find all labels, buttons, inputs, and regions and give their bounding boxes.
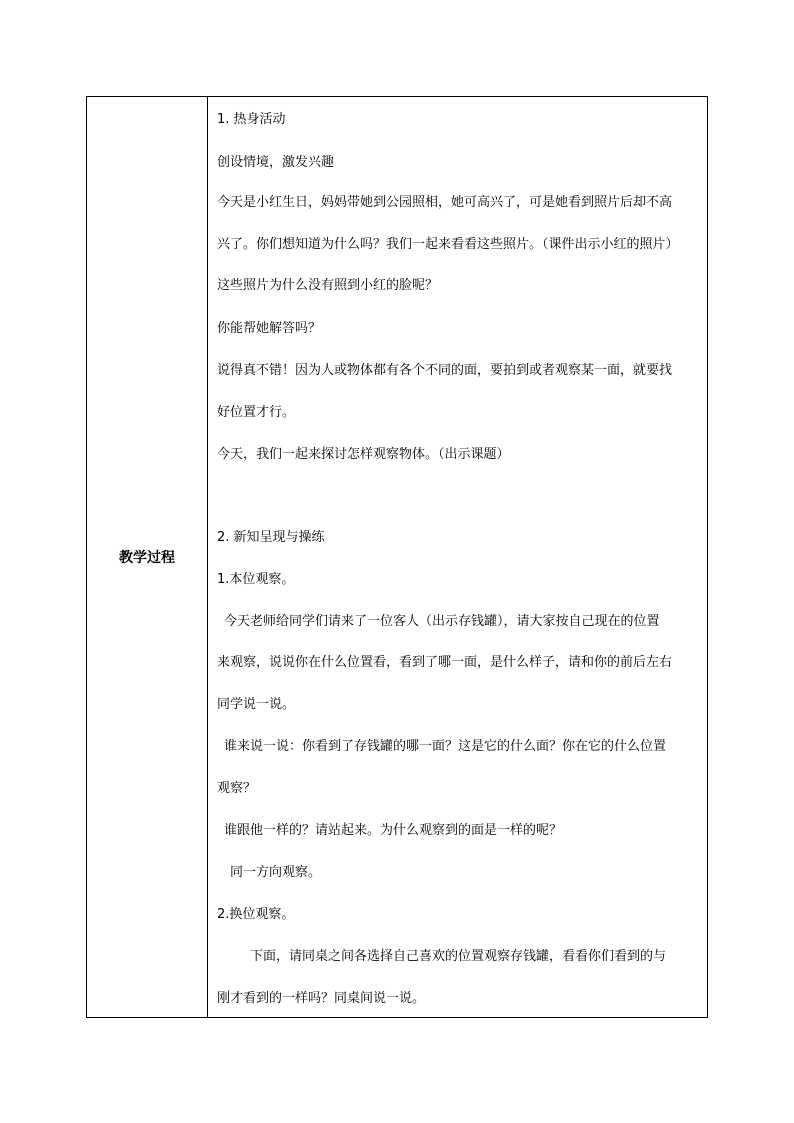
lesson-table [86, 96, 708, 1018]
content-line: 谁来说一说：你看到了存钱罐的哪一面？这是它的什么面？你在它的什么位置 [224, 739, 667, 754]
content-line: 你能帮她解答吗？ [217, 321, 322, 336]
content-line: 同一方向观察。 [230, 865, 322, 880]
content-cell [208, 97, 707, 1017]
heading-new-knowledge: 2. 新知呈现与操练 [217, 530, 325, 545]
content-line: 2.换位观察。 [217, 907, 295, 922]
content-line: 今天老师给同学们请来了一位客人（出示存钱罐），请大家按自己现在的位置 [224, 614, 660, 629]
content-line: 1.本位观察。 [217, 572, 295, 587]
content-line: 下面，请同桌之间各选择自己喜欢的位置观察存钱罐，看看你们看到的与 [250, 949, 667, 964]
content-line: 刚才看到的一样吗？同桌间说一说。 [217, 991, 426, 1006]
content-line: 观察？ [217, 781, 257, 796]
content-line: 兴了。你们想知道为什么吗？我们一起来看看这些照片。（课件出示小红的照片） [217, 237, 679, 252]
content-line: 来观察，说说你在什么位置看，看到了哪一面，是什么样子，请和你的前后左右 [217, 655, 673, 670]
content-line: 说得真不错！因为人或物体都有各个不同的面，要拍到或者观察某一面，就要找 [217, 363, 673, 378]
row-label-cell [87, 97, 208, 1017]
row-label: 教学过程 [119, 550, 175, 566]
content-line: 今天，我们一起来探讨怎样观察物体。（出示课题） [217, 447, 510, 462]
content-line: 今天是小红生日，妈妈带她到公园照相，她可高兴了，可是她看到照片后却不高 [217, 195, 673, 210]
content-line: 这些照片为什么没有照到小红的脸呢？ [217, 278, 439, 293]
content-line: 好位置才行。 [217, 405, 296, 420]
content-line: 谁跟他一样的？请站起来。为什么观察到的面是一样的呢？ [224, 823, 563, 838]
content-line: 同学说一说。 [217, 697, 296, 712]
heading-warmup: 1. 热身活动 [217, 112, 286, 127]
content-line: 创设情境，激发兴趣 [217, 155, 335, 170]
